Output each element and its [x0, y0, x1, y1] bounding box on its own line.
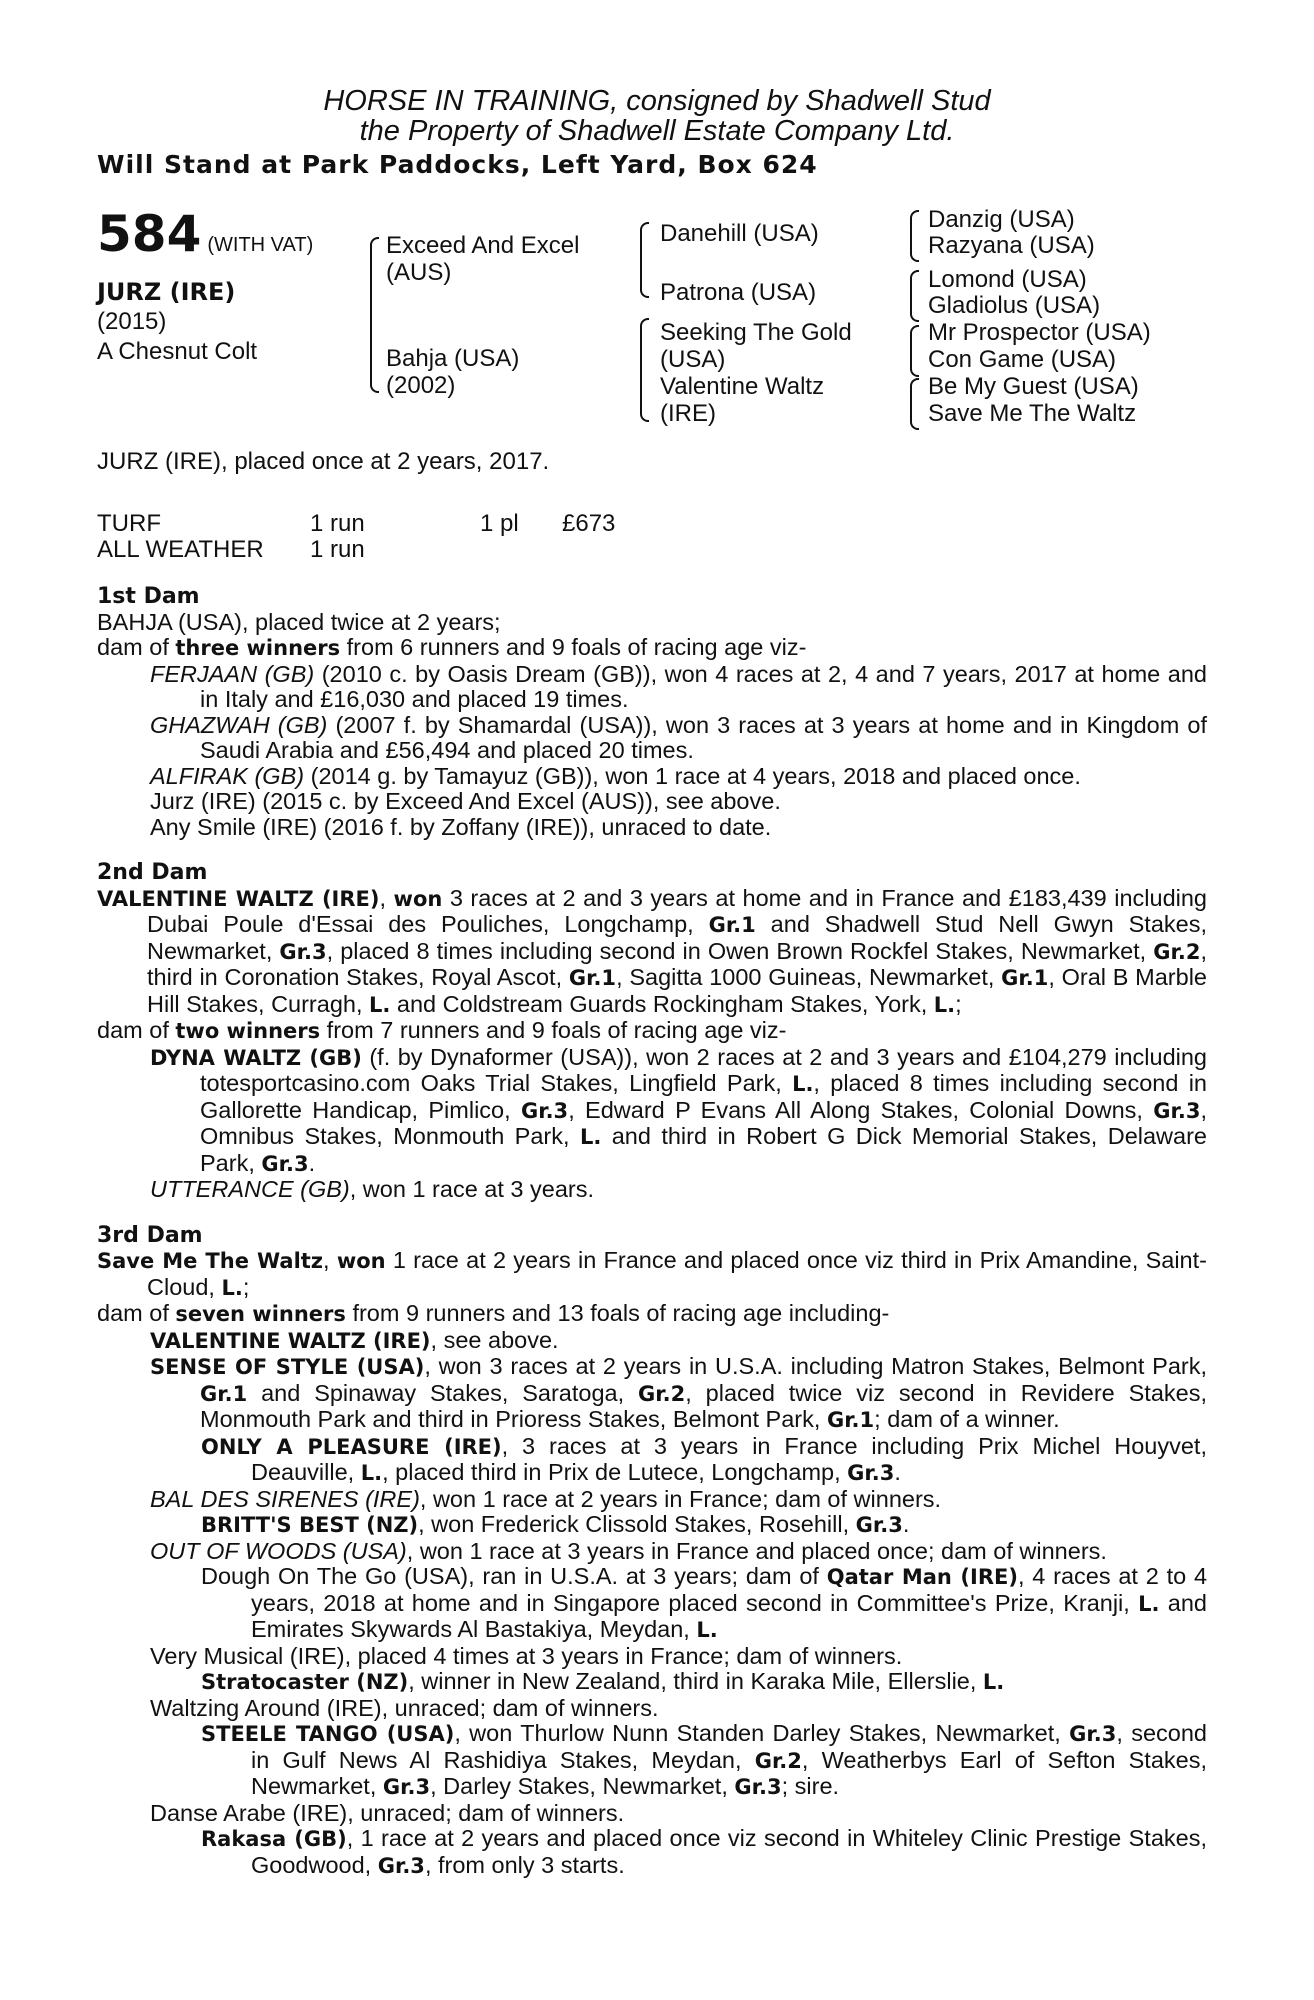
ped-dam-sire [660, 319, 852, 373]
progeny-dough-on-the-go: Dough On The Go (USA), ran in U.S.A. at 3 years; dam of Qatar Man (IRE), 4 races at 2 to 4 years, 2018 at home and in Singapore placed second in Committee's Prize, Kranji, L. and Emirates Skywards Al Bastakiya, Meydan, L. [201, 1563, 1208, 1642]
ped-sire-dam: Patrona (USA) [660, 279, 817, 306]
progeny-ferjaan: FERJAAN (GB) (2010 c. by Oasis Dream (GB)), won 4 races at 2, 4 and 7 years, 2017 at home and in Italy and £16,030 and placed 19 times. [150, 660, 1207, 712]
horse-info [97, 277, 257, 367]
first-dam-line1: BAHJA (USA), placed twice at 2 years; [97, 608, 501, 635]
ped-dam [386, 345, 519, 399]
ped-g3-4: Gladiolus (USA) [928, 292, 1101, 319]
ped-dam-sire-line2: (USA) [660, 346, 726, 373]
record-aw-runs: 1 run [310, 536, 365, 563]
brace-dam [640, 318, 649, 422]
ped-dam-dam-line1: Valentine Waltz [660, 373, 825, 400]
record-turf-placed: 1 pl [480, 510, 519, 537]
horse-name: JURZ (IRE) [97, 278, 236, 306]
progeny-danse-arabe: Danse Arabe (IRE), unraced; dam of winners. [150, 1799, 625, 1826]
brace-g3-1 [910, 210, 919, 262]
second-dam-heading: 2nd Dam [97, 860, 208, 885]
family-details [97, 584, 1207, 1879]
first-dam-line2: dam of three winners from 6 runners and 9 foals of racing age viz- [97, 634, 807, 660]
race-summary: JURZ (IRE), placed once at 2 years, 2017. [97, 448, 550, 475]
progeny-britts-best: BRITT'S BEST (NZ), won Frederick Clissold Stakes, Rosehill, Gr.3. [201, 1511, 910, 1537]
ped-dam-line1: Bahja (USA) [386, 345, 520, 372]
second-dam-record: VALENTINE WALTZ (IRE), won 3 races at 2 and 3 years at home and in France and £183,439 including Dubai Poule d'Essai des Pouliches, Longchamp, Gr.1 and Shadwell Stud Nell Gwyn Stakes, Newmarket, Gr.3, placed 8 times including second in Owen Brown Rockfel Stakes, Newmarket, Gr.2, third in Coronation Stakes, Royal Ascot, Gr.1, Sagitta 1000 Guineas, Newmarket, Gr.1, Oral B Marble Hill Stakes, Curragh, L. and Coldstream Guards Rockingham Stakes, York, L.; [97, 884, 1208, 1017]
progeny-any-smile: Any Smile (IRE) (2016 f. by Zoffany (IRE)), unraced to date. [150, 813, 772, 840]
progeny-dyna-waltz: DYNA WALTZ (GB) (f. by Dynaformer (USA)), won 2 races at 2 and 3 years and £104,279 including totesportcasino.com Oaks Trial Stakes, Lingfield Park, L., placed 8 times including second in Gallorette Handicap, Pimlico, Gr.3, Edward P Evans All Along Stakes, Colonial Downs, Gr.3, Omnibus Stakes, Monmouth Park, L. and third in Robert G Dick Memorial Stakes, Delaware Park, Gr.3. [150, 1043, 1208, 1176]
ped-g3-7: Be My Guest (USA) [928, 373, 1139, 400]
lot-vat: (WITH VAT) [207, 234, 314, 256]
progeny-ghazwah: GHAZWAH (GB) (2007 f. by Shamardal (USA)), won 3 races at 3 years at home and in Kingdom of Saudi Arabia and £56,494 and placed 20 times. [150, 711, 1207, 763]
ped-dam-line2: (2002) [386, 372, 456, 399]
ped-g3-6: Con Game (USA) [928, 346, 1117, 373]
progeny-bal-des-sirenes: BAL DES SIRENES (IRE), won 1 race at 2 years in France; dam of winners. [150, 1485, 942, 1512]
ped-dam-dam-line2: (IRE) [660, 400, 716, 427]
progeny-only-a-pleasure: ONLY A PLEASURE (IRE), 3 races at 3 years in France including Prix Michel Houyvet, Deauville, L., placed third in Prix de Lutece, Longchamp, Gr.3. [201, 1432, 1207, 1485]
ped-g3-5: Mr Prospector (USA) [928, 319, 1151, 346]
third-dam-heading: 3rd Dam [97, 1222, 203, 1248]
ped-dam-dam [660, 373, 824, 427]
brace-gen1 [370, 237, 379, 393]
ped-sire-line2: (AUS) [386, 259, 452, 286]
progeny-waltzing-around: Waltzing Around (IRE), unraced; dam of winners. [150, 1694, 659, 1721]
lot-number: 584 [97, 205, 202, 263]
ped-sire-line1: Exceed And Excel [386, 232, 580, 259]
brace-g3-2 [910, 270, 919, 322]
ped-g3-1: Danzig (USA) [928, 206, 1075, 233]
second-dam-produce: dam of two winners from 7 runners and 9 foals of racing age viz- [97, 1017, 787, 1043]
progeny-steele-tango: STEELE TANGO (USA), won Thurlow Nunn Standen Darley Stakes, Newmarket, Gr.3, second in Gulf News Al Rashidiya Stakes, Meydan, Gr.2, Weatherbys Earl of Sefton Stakes, Newmarket, Gr.3, Darley Stakes, Newmarket, Gr.3; sire. [201, 1720, 1207, 1799]
brace-g3-3 [910, 325, 919, 377]
record-aw-label: ALL WEATHER [97, 536, 264, 563]
progeny-alfirak: ALFIRAK (GB) (2014 g. by Tamayuz (GB)), won 1 race at 4 years, 2018 and placed once. [150, 762, 1081, 789]
third-dam-record: Save Me The Waltz, won 1 race at 2 years in France and placed once viz third in Prix Amandine, Saint-Cloud, L.; [97, 1247, 1207, 1300]
horse-description: A Chesnut Colt [97, 338, 258, 365]
ped-sire [386, 232, 579, 286]
horse-year: (2015) [97, 308, 167, 335]
progeny-very-musical: Very Musical (IRE), placed 4 times at 3 years in France; dam of winners. [150, 1642, 903, 1669]
progeny-sense-of-style: SENSE OF STYLE (USA), won 3 races at 2 years in U.S.A. including Matron Stakes, Belmont Park, Gr.1 and Spinaway Stakes, Saratoga, Gr.2, placed twice viz second in Revidere Stakes, Monmouth Park and third in Prioress Stakes, Belmont Park, Gr.1; dam of a winner. [150, 1353, 1208, 1432]
header-line-1: HORSE IN TRAINING, consigned by Shadwell Stud [323, 85, 991, 117]
progeny-rakasa: Rakasa (GB), 1 race at 2 years and placed once viz second in Whiteley Clinic Prestige Stakes, Goodwood, Gr.3, from only 3 starts. [201, 1825, 1207, 1878]
third-dam-produce: dam of seven winners from 9 runners and 13 foals of racing age including- [97, 1300, 890, 1326]
progeny-out-of-woods: OUT OF WOODS (USA), won 1 race at 3 years in France and placed once; dam of winners. [150, 1537, 1107, 1564]
ped-sire-sire: Danehill (USA) [660, 220, 819, 247]
ped-g3-2: Razyana (USA) [928, 232, 1095, 259]
progeny-jurz: Jurz (IRE) (2015 c. by Exceed And Excel (AUS)), see above. [150, 788, 781, 814]
ped-dam-sire-line1: Seeking The Gold [660, 319, 852, 346]
progeny-stratocaster: Stratocaster (NZ), winner in New Zealand, third in Karaka Mile, Ellerslie, L. [201, 1668, 1005, 1694]
header-line-3: Will Stand at Park Paddocks, Left Yard, Box 624 [97, 150, 818, 179]
progeny-valentine-waltz: VALENTINE WALTZ (IRE), see above. [150, 1326, 559, 1353]
brace-g3-4 [910, 378, 919, 430]
header-line-2: the Property of Shadwell Estate Company Ltd. [359, 115, 955, 147]
progeny-utterance: UTTERANCE (GB), won 1 race at 3 years. [150, 1176, 595, 1202]
lot-heading [97, 205, 313, 263]
brace-sire [640, 222, 649, 298]
ped-g3-8: Save Me The Waltz [928, 400, 1137, 427]
record-turf-label: TURF [97, 510, 161, 537]
record-turf-prize: £673 [562, 510, 616, 537]
first-dam-heading: 1st Dam [97, 584, 200, 609]
ped-g3-3: Lomond (USA) [928, 266, 1087, 293]
record-turf-runs: 1 run [310, 510, 365, 537]
